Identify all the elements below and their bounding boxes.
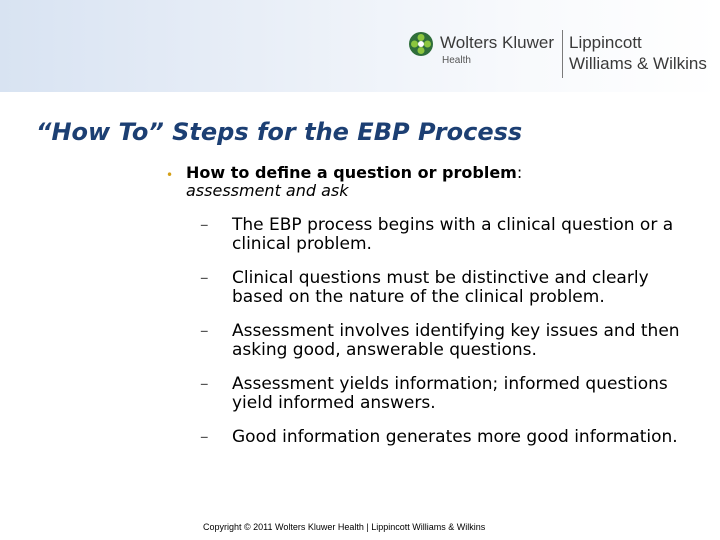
dash-marker-icon: – — [200, 374, 209, 394]
logo-partner — [569, 32, 707, 74]
sub-bullet-item — [200, 375, 700, 413]
sub-bullet-text: The EBP process begins with a clinical question or a clinical problem. — [232, 215, 674, 254]
sub-bullet-item — [200, 269, 700, 307]
sub-bullet-list — [200, 216, 700, 447]
sub-bullet-item — [200, 428, 700, 447]
logo-partner-line1: Lippincott — [569, 33, 642, 52]
dash-marker-icon: – — [200, 268, 209, 288]
main-bullet-heading: How to define a question or problem — [186, 163, 517, 182]
dash-marker-icon: – — [200, 321, 209, 341]
sub-bullet-text: Good information generates more good information. — [232, 427, 678, 447]
logo-partner-line2: Williams & Wilkins — [569, 54, 707, 73]
sub-bullet-item — [200, 216, 700, 254]
dash-marker-icon: – — [200, 427, 209, 447]
sub-bullet-text: Assessment involves identifying key issues and then asking good, answerable questions. — [232, 321, 680, 360]
slide-title: “How To” Steps for the EBP Process — [36, 118, 523, 146]
publisher-logo — [406, 28, 718, 80]
sub-bullet-text: Clinical questions must be distinctive and clearly based on the nature of the clinical problem. — [232, 268, 649, 307]
logo-divider — [562, 30, 563, 78]
sub-bullet-text: Assessment yields information; informed questions yield informed answers. — [232, 374, 668, 413]
dash-marker-icon: – — [200, 215, 209, 235]
main-bullet-text — [186, 164, 666, 200]
main-bullet — [166, 164, 666, 200]
sub-bullet-item — [200, 322, 700, 360]
main-bullet-separator: : — [516, 163, 523, 182]
globe-logo-icon — [408, 31, 434, 57]
main-bullet-subheading: assessment and ask — [186, 181, 349, 200]
bullet-marker-icon: • — [166, 168, 174, 182]
copyright-footer: Copyright © 2011 Wolters Kluwer Health | Lippincott Williams & Wilkins — [203, 522, 486, 532]
logo-division: Health — [442, 55, 471, 66]
logo-brand: Wolters Kluwer — [440, 33, 554, 52]
